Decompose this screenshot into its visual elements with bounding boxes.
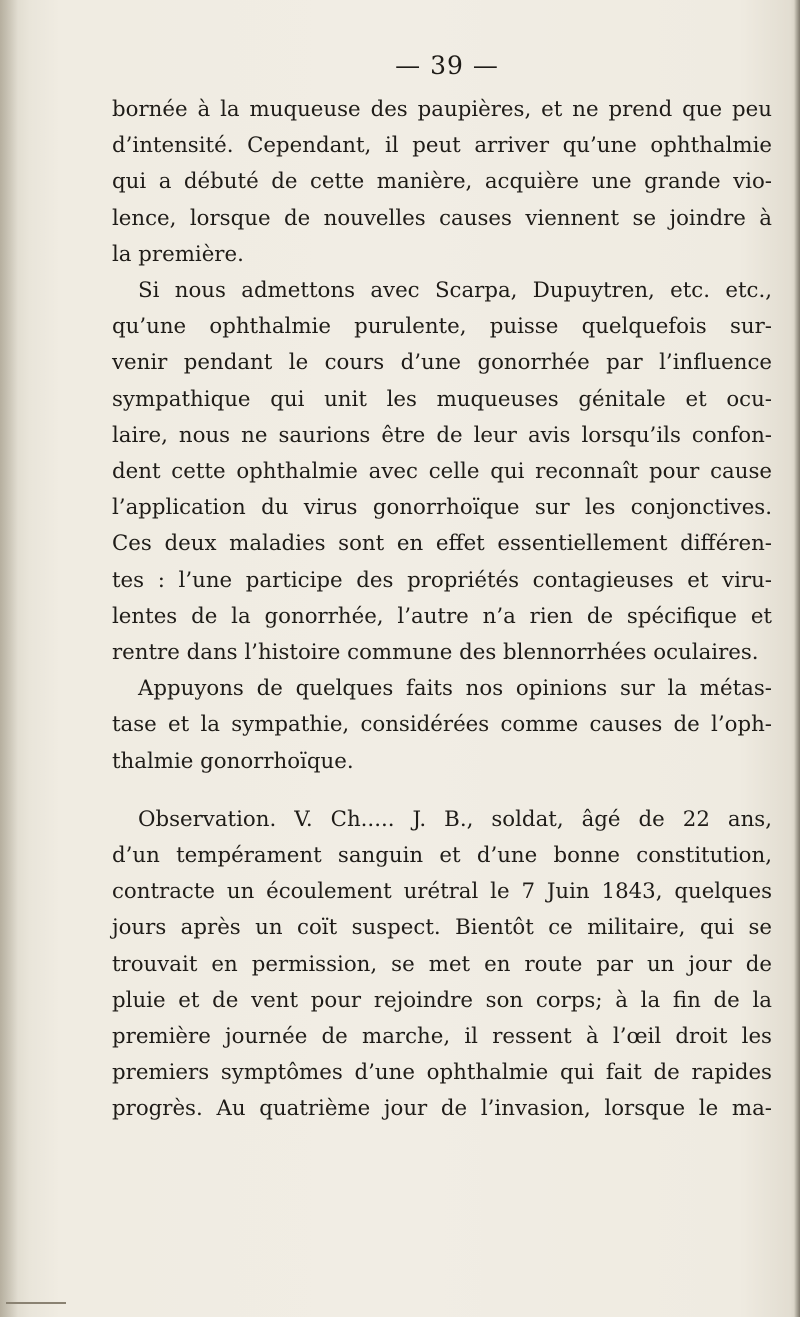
page-text bbox=[112, 40, 772, 1128]
text-line: jours après un coït suspect. Bientôt ce militaire, qui se bbox=[112, 915, 772, 941]
page-binding-shadow bbox=[0, 0, 18, 1317]
text-line: rentre dans l’histoire commune des blennorrhées oculaires. bbox=[112, 640, 759, 666]
text-line: la première. bbox=[112, 241, 244, 267]
paragraph-1 bbox=[112, 92, 772, 273]
observation-paragraph bbox=[112, 802, 772, 1128]
text-line: Si nous admettons avec Scarpa, Dupuytren, etc. etc., bbox=[138, 278, 772, 304]
text-line: pluie et de vent pour rejoindre son corps; à la fin de la bbox=[112, 987, 772, 1013]
page-edge-shadow bbox=[794, 0, 800, 1317]
text-line: tes : l’une participe des propriétés contagieuses et viru- bbox=[112, 567, 772, 593]
text-line: lentes de la gonorrhée, l’autre n’a rien de spécifique et bbox=[112, 603, 772, 629]
text-line: qu’une ophthalmie purulente, puisse quelquefois sur- bbox=[112, 314, 772, 340]
text-line: progrès. Au quatrième jour de l’invasion, lorsque le ma- bbox=[112, 1096, 772, 1122]
text-line: lence, lorsque de nouvelles causes viennent se joindre à bbox=[112, 205, 772, 231]
text-line: dent cette ophthalmie avec celle qui reconnaît pour cause bbox=[112, 459, 772, 485]
text-line: laire, nous ne saurions être de leur avis lorsqu’ils confon- bbox=[112, 422, 772, 448]
text-line: d’un tempérament sanguin et d’une bonne constitution, bbox=[112, 843, 772, 869]
text-line: qui a débuté de cette manière, acquière une grande vio- bbox=[112, 169, 772, 195]
page-number: — 39 — bbox=[395, 51, 499, 80]
text-line: trouvait en permission, se met en route par un jour de bbox=[112, 951, 772, 977]
paragraph-3 bbox=[112, 671, 772, 780]
page-bottom-mark bbox=[6, 1302, 66, 1304]
section-gap bbox=[112, 780, 772, 802]
text-line: d’intensité. Cependant, il peut arriver qu’une ophthalmie bbox=[112, 133, 772, 159]
paragraph-2 bbox=[112, 273, 772, 671]
text-line: sympathique qui unit les muqueuses génitale et ocu- bbox=[112, 386, 772, 412]
text-line: thalmie gonorrhoïque. bbox=[112, 748, 354, 774]
text-line: Ces deux maladies sont en effet essentiellement différen- bbox=[112, 531, 772, 557]
text-line: venir pendant le cours d’une gonorrhée par l’influence bbox=[112, 350, 772, 376]
text-line: tase et la sympathie, considérées comme causes de l’oph- bbox=[112, 712, 772, 738]
text-line: bornée à la muqueuse des paupières, et ne prend que peu bbox=[112, 97, 772, 122]
text-line: l’application du virus gonorrhoïque sur les conjonctives. bbox=[112, 495, 772, 521]
text-line: premiers symptômes d’une ophthalmie qui fait de rapides bbox=[112, 1060, 772, 1086]
text-line: première journée de marche, il ressent à l’œil droit les bbox=[112, 1024, 772, 1050]
text-line: Appuyons de quelques faits nos opinions sur la métas- bbox=[138, 676, 772, 702]
observation-heading-line: Observation. V. Ch..... J. B., soldat, âgé de 22 ans, bbox=[138, 806, 772, 832]
text-line: contracte un écoulement urétral le 7 Juin 1843, quelques bbox=[112, 879, 772, 905]
